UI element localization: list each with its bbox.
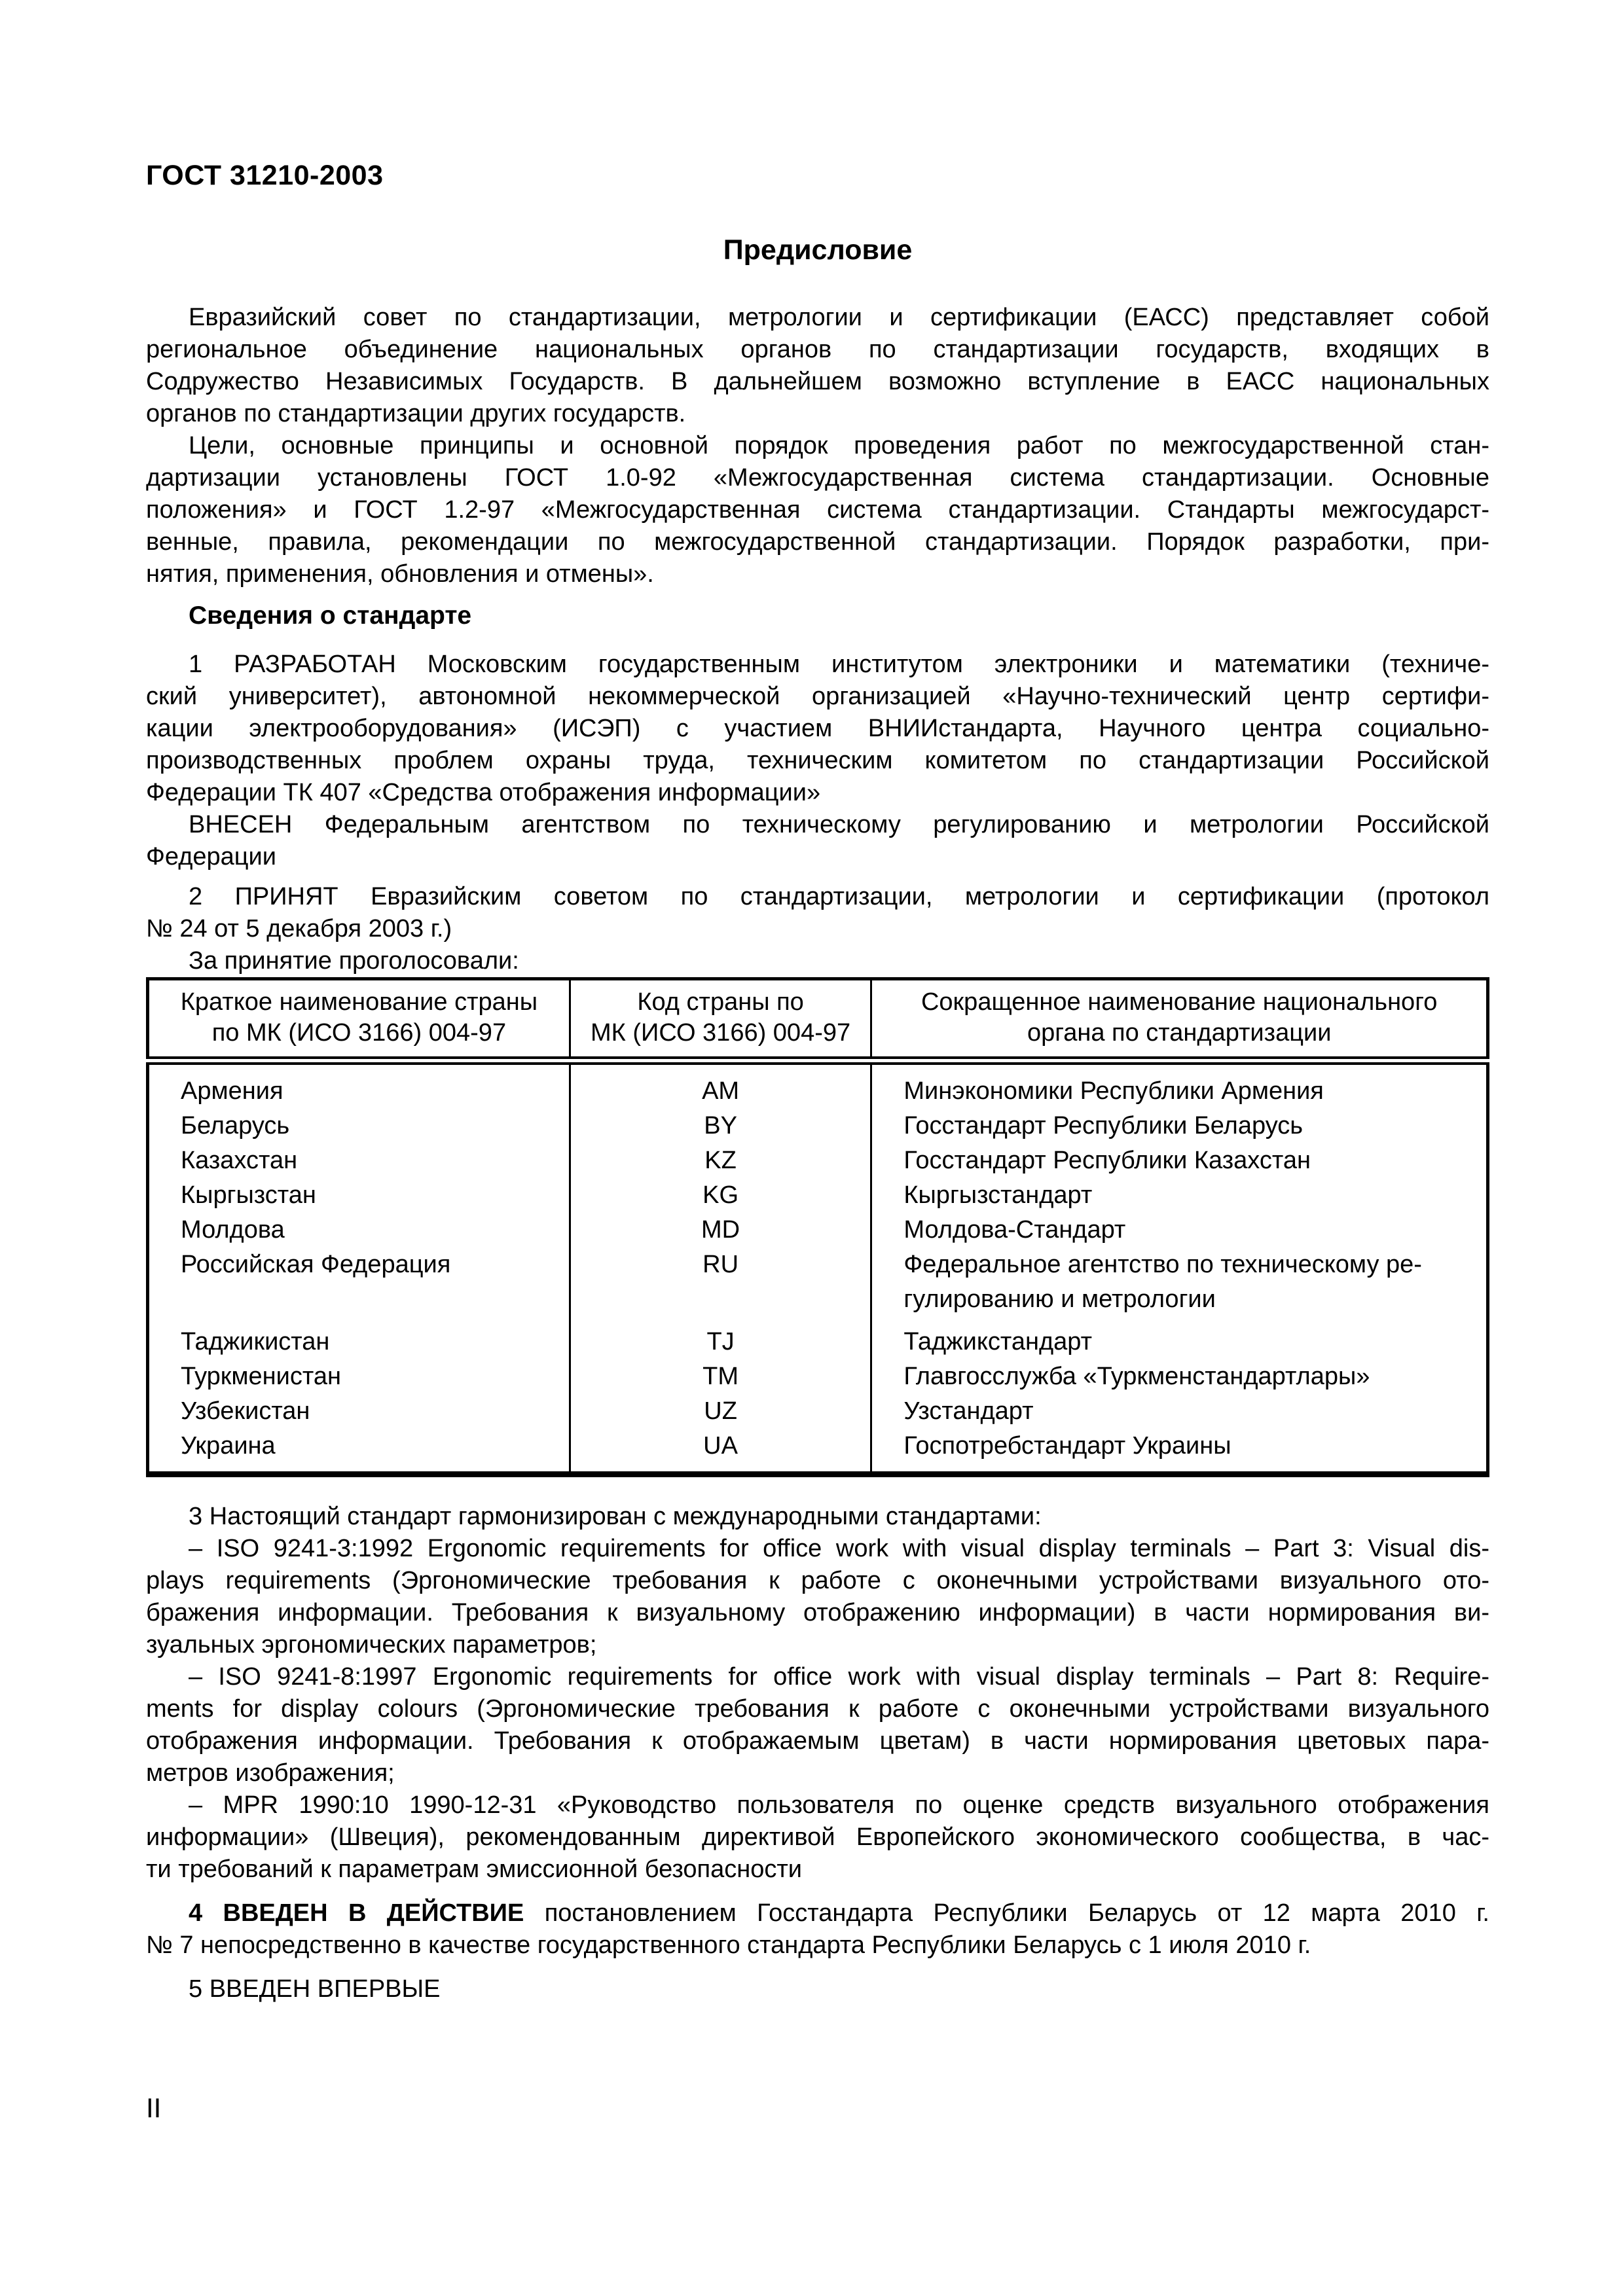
table-row bbox=[148, 1394, 1488, 1429]
table-row bbox=[148, 1429, 1488, 1475]
paragraph-line: кации электрооборудования» (ИСЭП) с участием ВНИИстандарта, Научного центра социально- bbox=[146, 715, 1489, 742]
country-cell: Туркменистан bbox=[148, 1359, 570, 1394]
paragraph bbox=[146, 809, 1489, 873]
paragraph-line: отображения информации. Требования к отображаемым цветам) в части нормирования цветовых пара- bbox=[146, 1727, 1489, 1755]
paragraph-line: – ISO 9241-8:1997 Ergonomic requirements for office work with visual display terminals – Part 8: Require- bbox=[189, 1663, 1489, 1691]
paragraph-line: 1 РАЗРАБОТАН Московским государственным институтом электроники и математики (техниче- bbox=[189, 651, 1489, 678]
paragraph-line: Евразийский совет по стандартизации, метрологии и сертификации (ЕАСС) представляет собой bbox=[189, 304, 1489, 331]
org-line: Узстандарт bbox=[903, 1397, 1034, 1425]
paragraph-line: 4 ВВЕДЕН В ДЕЙСТВИЕ постановлением Госстандарта Республики Беларусь от 12 марта 2010 г. bbox=[189, 1899, 1489, 1927]
vote-table-head bbox=[148, 979, 1488, 1061]
paragraph-line: № 24 от 5 декабря 2003 г.) bbox=[146, 915, 452, 942]
paragraph bbox=[146, 649, 1489, 809]
org-line: гулированию и метрологии bbox=[903, 1285, 1216, 1313]
paragraph-line: 3 Настоящий стандарт гармонизирован с международными стандартами: bbox=[189, 1503, 1042, 1530]
vote-table-body bbox=[148, 1061, 1488, 1475]
org-cell bbox=[871, 1247, 1488, 1317]
paragraph bbox=[146, 945, 1489, 977]
org-line: Федеральное агентство по техническому ре- bbox=[903, 1251, 1422, 1278]
org-line: Таджикстандарт bbox=[903, 1328, 1092, 1355]
document-body bbox=[146, 302, 1489, 2005]
paragraph-line: ский университет), автономной некоммерческой организацией «Научно-технический центр сертифи- bbox=[146, 683, 1489, 710]
paragraph-line: Федерации bbox=[146, 843, 276, 870]
paragraph-line: венные, правила, рекомендации по межгосударственной стандартизации. Порядок разработки, при- bbox=[146, 528, 1489, 556]
paragraph bbox=[146, 1973, 1489, 2005]
org-line: Госстандарт Республики Казахстан bbox=[903, 1147, 1311, 1174]
code-cell: TJ bbox=[570, 1317, 871, 1359]
paragraph-line: дартизации установлены ГОСТ 1.0-92 «Межгосударственная система стандартизации. Основные bbox=[146, 464, 1489, 492]
code-cell: RU bbox=[570, 1247, 871, 1317]
org-line: Главгосслужба «Туркменстандартлары» bbox=[903, 1363, 1370, 1390]
code-cell: AM bbox=[570, 1061, 871, 1109]
org-cell bbox=[871, 1109, 1488, 1143]
org-cell bbox=[871, 1317, 1488, 1359]
paragraph bbox=[146, 302, 1489, 430]
paragraph-line: – ISO 9241-3:1992 Ergonomic requirements for office work with visual display terminals – Part 3: Visual dis- bbox=[189, 1535, 1489, 1562]
paragraph bbox=[146, 1501, 1489, 1533]
org-cell bbox=[871, 1359, 1488, 1394]
org-cell bbox=[871, 1213, 1488, 1247]
paragraph-line: ВНЕСЕН Федеральным агентством по техническому регулированию и метрологии Российской bbox=[189, 811, 1489, 838]
table-header-cell bbox=[871, 979, 1488, 1061]
paragraph-line: За принятие проголосовали: bbox=[189, 947, 519, 975]
paragraph bbox=[146, 1533, 1489, 1661]
country-cell: Беларусь bbox=[148, 1109, 570, 1143]
country-cell: Казахстан bbox=[148, 1143, 570, 1178]
paragraph bbox=[146, 1661, 1489, 1789]
org-line: Кыргызстандарт bbox=[903, 1181, 1093, 1209]
table-header-line: МК (ИСО 3166) 004-97 bbox=[591, 1019, 851, 1047]
doc-number: ГОСТ 31210-2003 bbox=[146, 160, 384, 191]
bold-run: 4 ВВЕДЕН В ДЕЙСТВИЕ bbox=[189, 1899, 524, 1927]
country-cell: Таджикистан bbox=[148, 1317, 570, 1359]
paragraph-line: – MPR 1990:10 1990-12-31 «Руководство пользователя по оценке средств визуального отображения bbox=[189, 1791, 1489, 1819]
org-line: Госпотребстандарт Украины bbox=[903, 1432, 1231, 1460]
paragraph-line: органов по стандартизации других государств. bbox=[146, 400, 686, 427]
org-cell bbox=[871, 1394, 1488, 1429]
code-cell: MD bbox=[570, 1213, 871, 1247]
code-cell: KG bbox=[570, 1178, 871, 1213]
paragraph-line: бражения информации. Требования к визуальному отображению информации) в части нормирования ви- bbox=[146, 1599, 1489, 1626]
country-cell: Кыргызстан bbox=[148, 1178, 570, 1213]
table-header-line: органа по стандартизации bbox=[1027, 1019, 1332, 1047]
paragraph-line: plays requirements (Эргономические требования к работе с оконечными устройствами визуального ото- bbox=[146, 1567, 1489, 1594]
table-header-line: Сокращенное наименование национального bbox=[921, 988, 1438, 1016]
paragraph bbox=[146, 1897, 1489, 1962]
country-cell: Российская Федерация bbox=[148, 1247, 570, 1317]
org-cell bbox=[871, 1061, 1488, 1109]
table-row bbox=[148, 1213, 1488, 1247]
table-header-cell bbox=[570, 979, 871, 1061]
code-cell: UA bbox=[570, 1429, 871, 1475]
paragraph-line: Цели, основные принципы и основной порядок проведения работ по межгосударственной стан- bbox=[189, 432, 1489, 459]
section-heading: Сведения о стандарте bbox=[189, 601, 472, 630]
table-header-row bbox=[148, 979, 1488, 1061]
code-cell: KZ bbox=[570, 1143, 871, 1178]
page-title: Предисловие bbox=[723, 234, 913, 266]
code-cell: UZ bbox=[570, 1394, 871, 1429]
table-row bbox=[148, 1061, 1488, 1109]
paragraph-line: № 7 непосредственно в качестве государственного стандарта Республики Беларусь с 1 июля 2010 г. bbox=[146, 1931, 1311, 1959]
country-cell: Молдова bbox=[148, 1213, 570, 1247]
country-cell: Узбекистан bbox=[148, 1394, 570, 1429]
org-cell bbox=[871, 1178, 1488, 1213]
paragraph-line: нятия, применения, обновления и отмены». bbox=[146, 560, 654, 588]
org-line: Молдова-Стандарт bbox=[903, 1216, 1126, 1244]
paragraph-line: ти требований к параметрам эмиссионной безопасности bbox=[146, 1856, 802, 1883]
paragraph-line: региональное объединение национальных органов по стандартизации государств, входящих в bbox=[146, 336, 1489, 363]
paragraph-line: информации» (Швеция), рекомендованным директивой Европейского экономического сообщества, в час- bbox=[146, 1823, 1489, 1851]
paragraph bbox=[146, 430, 1489, 590]
table-header-line: Код страны по bbox=[637, 988, 804, 1016]
page-content bbox=[146, 159, 1489, 2005]
code-cell: BY bbox=[570, 1109, 871, 1143]
table-row bbox=[148, 1359, 1488, 1394]
table-header-line: по МК (ИСО 3166) 004-97 bbox=[211, 1019, 507, 1047]
paragraph bbox=[146, 1789, 1489, 1886]
paragraph-line: 2 ПРИНЯТ Евразийским советом по стандартизации, метрологии и сертификации (протокол bbox=[189, 883, 1489, 910]
vote-table bbox=[146, 977, 1489, 1477]
country-cell: Армения bbox=[148, 1061, 570, 1109]
org-line: Госстандарт Республики Беларусь bbox=[903, 1112, 1304, 1139]
org-cell bbox=[871, 1143, 1488, 1178]
org-line: Минэкономики Республики Армения bbox=[903, 1077, 1324, 1105]
paragraph-line: положения» и ГОСТ 1.2-97 «Межгосударственная система стандартизации. Стандарты межгосударст- bbox=[146, 496, 1489, 524]
paragraph-line: производственных проблем охраны труда, техническим комитетом по стандартизации Российской bbox=[146, 747, 1489, 774]
code-cell: TM bbox=[570, 1359, 871, 1394]
table-row bbox=[148, 1143, 1488, 1178]
table-header-line: Краткое наименование страны bbox=[180, 988, 538, 1016]
paragraph-line: Содружество Независимых Государств. В дальнейшем возможно вступление в ЕАСС национальных bbox=[146, 368, 1489, 395]
paragraph-line: метров изображения; bbox=[146, 1759, 395, 1787]
table-row bbox=[148, 1178, 1488, 1213]
page-number: II bbox=[146, 2092, 162, 2123]
paragraph-line: 5 ВВЕДЕН ВПЕРВЫЕ bbox=[189, 1975, 441, 2003]
table-row bbox=[148, 1317, 1488, 1359]
paragraph-line: Федерации ТК 407 «Средства отображения информации» bbox=[146, 779, 821, 806]
table-row bbox=[148, 1109, 1488, 1143]
paragraph-line: зуальных эргономических параметров; bbox=[146, 1631, 597, 1659]
paragraph-line: ments for display colours (Эргономические требования к работе с оконечными устройствами визуального bbox=[146, 1695, 1489, 1723]
table-header-cell bbox=[148, 979, 570, 1061]
table-row bbox=[148, 1247, 1488, 1317]
org-cell bbox=[871, 1429, 1488, 1475]
country-cell: Украина bbox=[148, 1429, 570, 1475]
paragraph bbox=[146, 881, 1489, 945]
